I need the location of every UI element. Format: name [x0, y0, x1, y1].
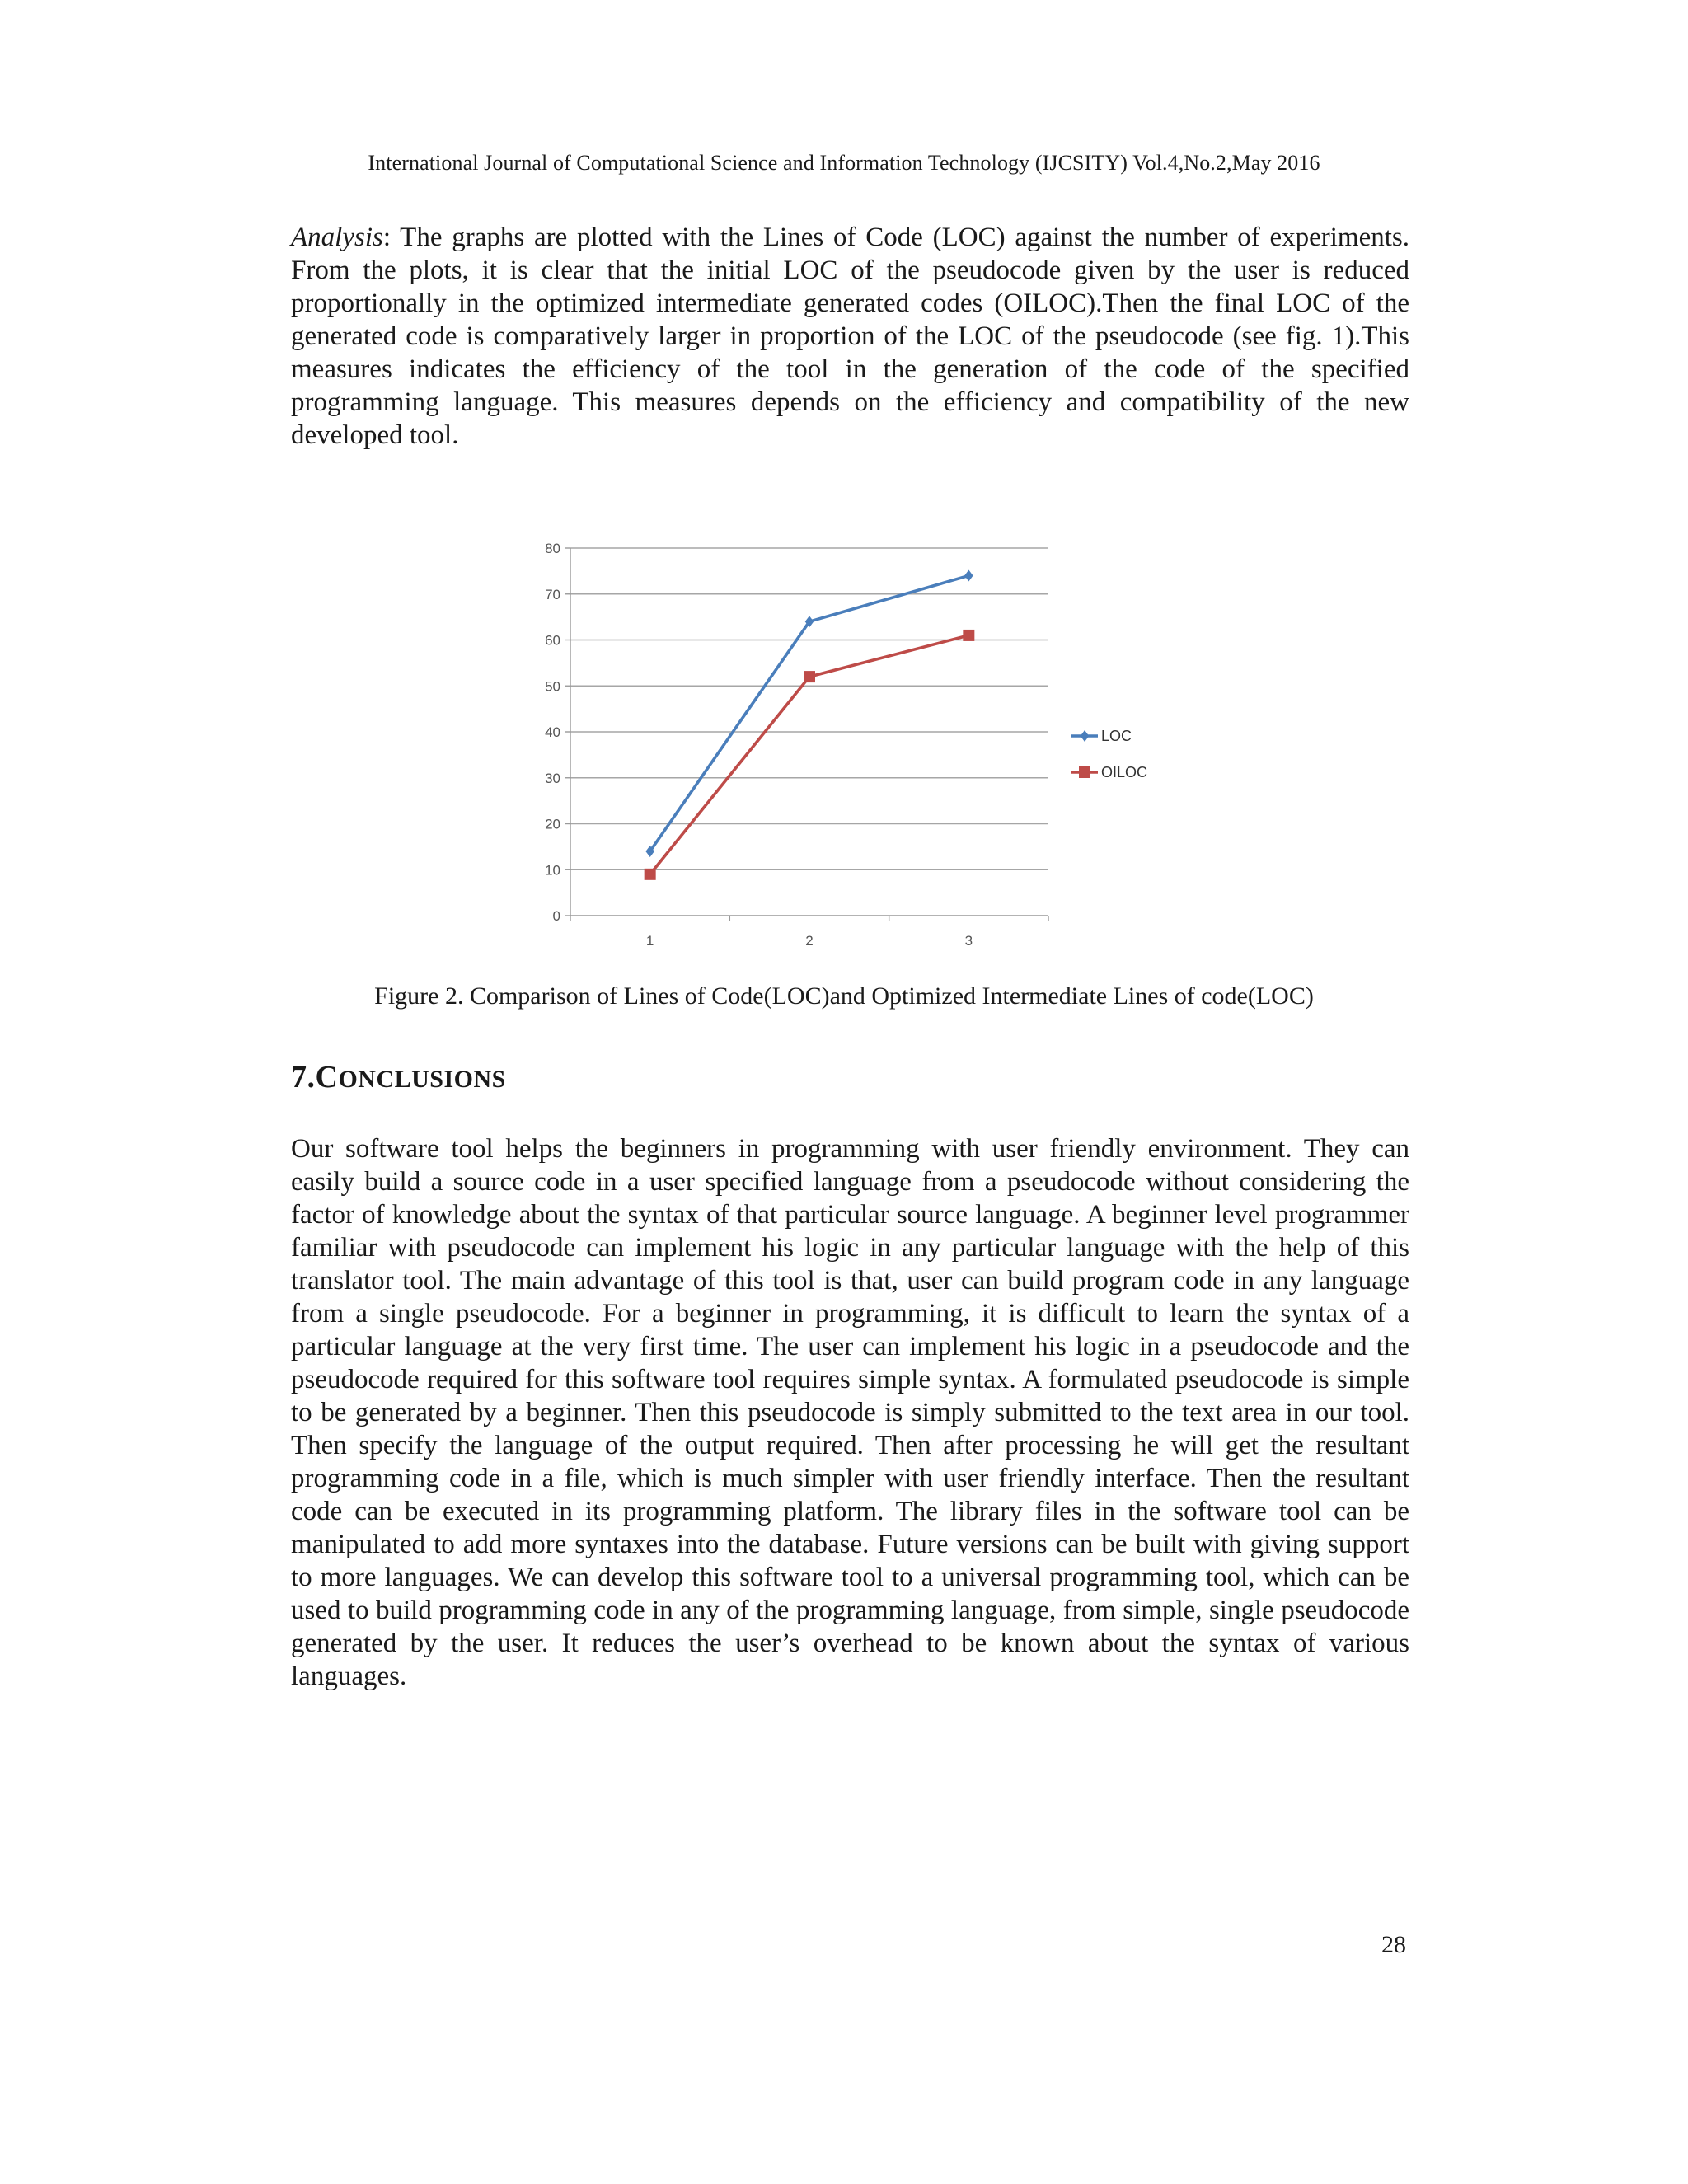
legend-marker-loc	[1081, 730, 1090, 742]
y-tick-label: 10	[545, 862, 560, 879]
y-tick-label: 30	[545, 770, 560, 786]
y-tick-label: 20	[545, 816, 560, 832]
x-tick-label: 2	[805, 933, 814, 949]
section-title-initial: C	[315, 1060, 339, 1094]
loc-line-chart	[528, 532, 1170, 960]
running-header: International Journal of Computational Science and Information Technology (IJCSITY) Vol.4,No.2,May 2016	[368, 151, 1320, 175]
legend-label-loc: LOC	[1101, 728, 1132, 744]
legend-label-oiloc: OILOC	[1101, 764, 1148, 780]
y-tick-label: 80	[545, 541, 560, 556]
analysis-paragraph	[291, 221, 1409, 452]
analysis-body: : The graphs are plotted with the Lines of Code (LOC) against the number of experiments. From the plots, it is clear that the initial LOC of the pseudocode given by the user is reduced proportionally in the optimized intermediate generated codes (OILOC).Then the final LOC of the generated code is comparatively larger in proportion of the LOC of the pseudocode (see fig. 1).This measures indicates the efficiency of the tool in the generation of the code of the specified programming language. This measures depends on the efficiency and compatibility of the new developed tool.	[291, 223, 1409, 450]
analysis-lead: Analysis	[291, 223, 383, 252]
y-tick-label: 60	[545, 632, 560, 649]
section-number: 7.	[291, 1060, 316, 1094]
section-heading-conclusions	[291, 1059, 506, 1095]
data-point-oiloc	[963, 630, 974, 641]
y-tick-label: 0	[552, 908, 560, 924]
y-tick-label: 50	[545, 678, 560, 695]
data-point-oiloc	[804, 671, 815, 682]
figure-caption: Figure 2. Comparison of Lines of Code(LOC)and Optimized Intermediate Lines of code(LOC)	[374, 982, 1314, 1010]
y-tick-label: 40	[545, 724, 560, 740]
x-tick-label: 3	[964, 933, 973, 949]
legend-marker-oiloc	[1079, 766, 1090, 778]
data-point-loc	[964, 569, 973, 581]
page-number: 28	[1381, 1931, 1406, 1958]
figure-2	[528, 532, 1170, 960]
y-tick-label: 70	[545, 586, 560, 602]
section-title-rest: ONCLUSIONS	[338, 1066, 506, 1093]
x-tick-label: 1	[645, 933, 654, 949]
data-point-oiloc	[645, 869, 656, 880]
conclusions-paragraph: Our software tool helps the beginners in programming with user friendly environment. They can easily build a source code in a user specified language from a pseudocode without considering the factor of knowledge about the syntax of that particular source language. A beginner level programmer familiar with pseudocode can implement his logic in any particular language with the help of this translator tool. The main advantage of this tool is that, user can build program code in any language from a single pseudocode. For a beginner in programming, it is difficult to learn the syntax of a particular language at the very first time. The user can implement his logic in a pseudocode and the pseudocode required for this software tool requires simple syntax. A formulated pseudocode is simple to be generated by a beginner. Then this pseudocode is simply submitted to the text area in our tool. Then specify the language of the output required. Then after processing he will get the resultant programming code in a file, which is much simpler with user friendly interface. Then the resultant code can be executed in its programming platform. The library files in the software tool can be manipulated to add more syntaxes into the database. Future versions can be built with giving support to more languages. We can develop this software tool to a universal programming tool, which can be used to build programming code in any of the programming language, from simple, single pseudocode generated by the user. It reduces the user’s overhead to be known about the syntax of various languages.	[291, 1134, 1409, 1691]
